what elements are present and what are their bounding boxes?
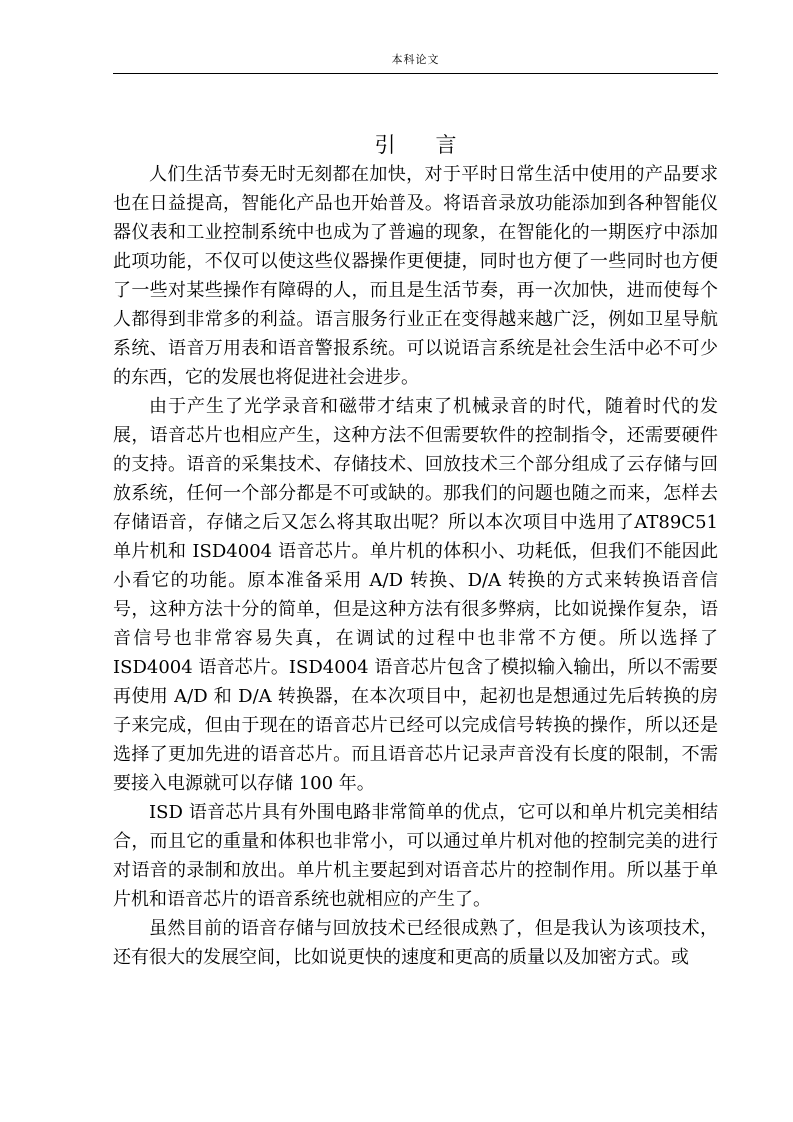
section-title-char-2: 言 xyxy=(435,133,457,157)
paragraph-3: ISD 语音芯片具有外围电路非常简单的优点，它可以和单片机完美相结合，而且它的重量和体积也非常小，可以通过单片机对他的控制完美的进行对语音的录制和放出。单片机主要起到对语音芯片的控制作用。所以基于单片机和语音芯片的语音系统也就相应的产生了。 xyxy=(113,802,718,910)
paragraph-4: 虽然目前的语音存储与回放技术已经很成熟了，但是我认为该项技术，还有很大的发展空间，比如说更快的速度和更高的质量以及加密方式。或 xyxy=(113,918,718,968)
section-title xyxy=(113,130,718,160)
paragraph-1: 人们生活节奏无时无刻都在加快，对于平时日常生活中使用的产品要求也在日益提高，智能化产品也开始普及。将语音录放功能添加到各种智能仪器仪表和工业控制系统中也成为了普遍的现象，在智能化的一期医疗中添加此项功能，不仅可以使这些仪器操作更便捷，同时也方便了一些同时也方便了一些对某些操作有障碍的人，而且是生活节奏，再一次加快，进而使每个人都得到非常多的利益。语言服务行业正在变得越来越广泛，例如卫星导航系统、语音万用表和语音警报系统。可以说语言系统是社会生活中必不可少的东西，它的发展也将促进社会进步。 xyxy=(113,164,718,388)
header-divider xyxy=(113,73,718,74)
body-text xyxy=(113,160,718,972)
section-title-char-1: 引 xyxy=(374,133,396,157)
running-header: 本科论文 xyxy=(391,53,440,66)
paragraph-2: 由于产生了光学录音和磁带才结束了机械录音的时代，随着时代的发展，语音芯片也相应产生，这种方法不但需要软件的控制指令，还需要硬件的支持。语音的采集技术、存储技术、回放技术三个部分组成了云存储与回放系统，任何一个部分都是不可或缺的。那我们的问题也随之而来，怎样去存储语音，存储之后又怎么将其取出呢？所以本次项目中选用了AT89C51 单片机和 ISD4004 语音芯片。单片机的体积小、功耗低，但我们不能因此小看它的功能。原本准备采用 A/D 转换、D/A 转换的方式来转换语音信号，这种方法十分的简单，但是这种方法有很多弊病，比如说操作复杂，语音信号也非常容易失真，在调试的过程中也非常不方便。所以选择了 ISD4004 语音芯片。ISD4004 语音芯片包含了模拟输入输出，所以不需要再使用 A/D 和 D/A 转换器，在本次项目中，起初也是想通过先后转换的房子来完成，但由于现在的语音芯片已经可以完成信号转换的操作，所以还是选择了更加先进的语音芯片。而且语音芯片记录声音没有长度的限制，不需要接入电源就可以存储 100 年。 xyxy=(113,396,718,794)
